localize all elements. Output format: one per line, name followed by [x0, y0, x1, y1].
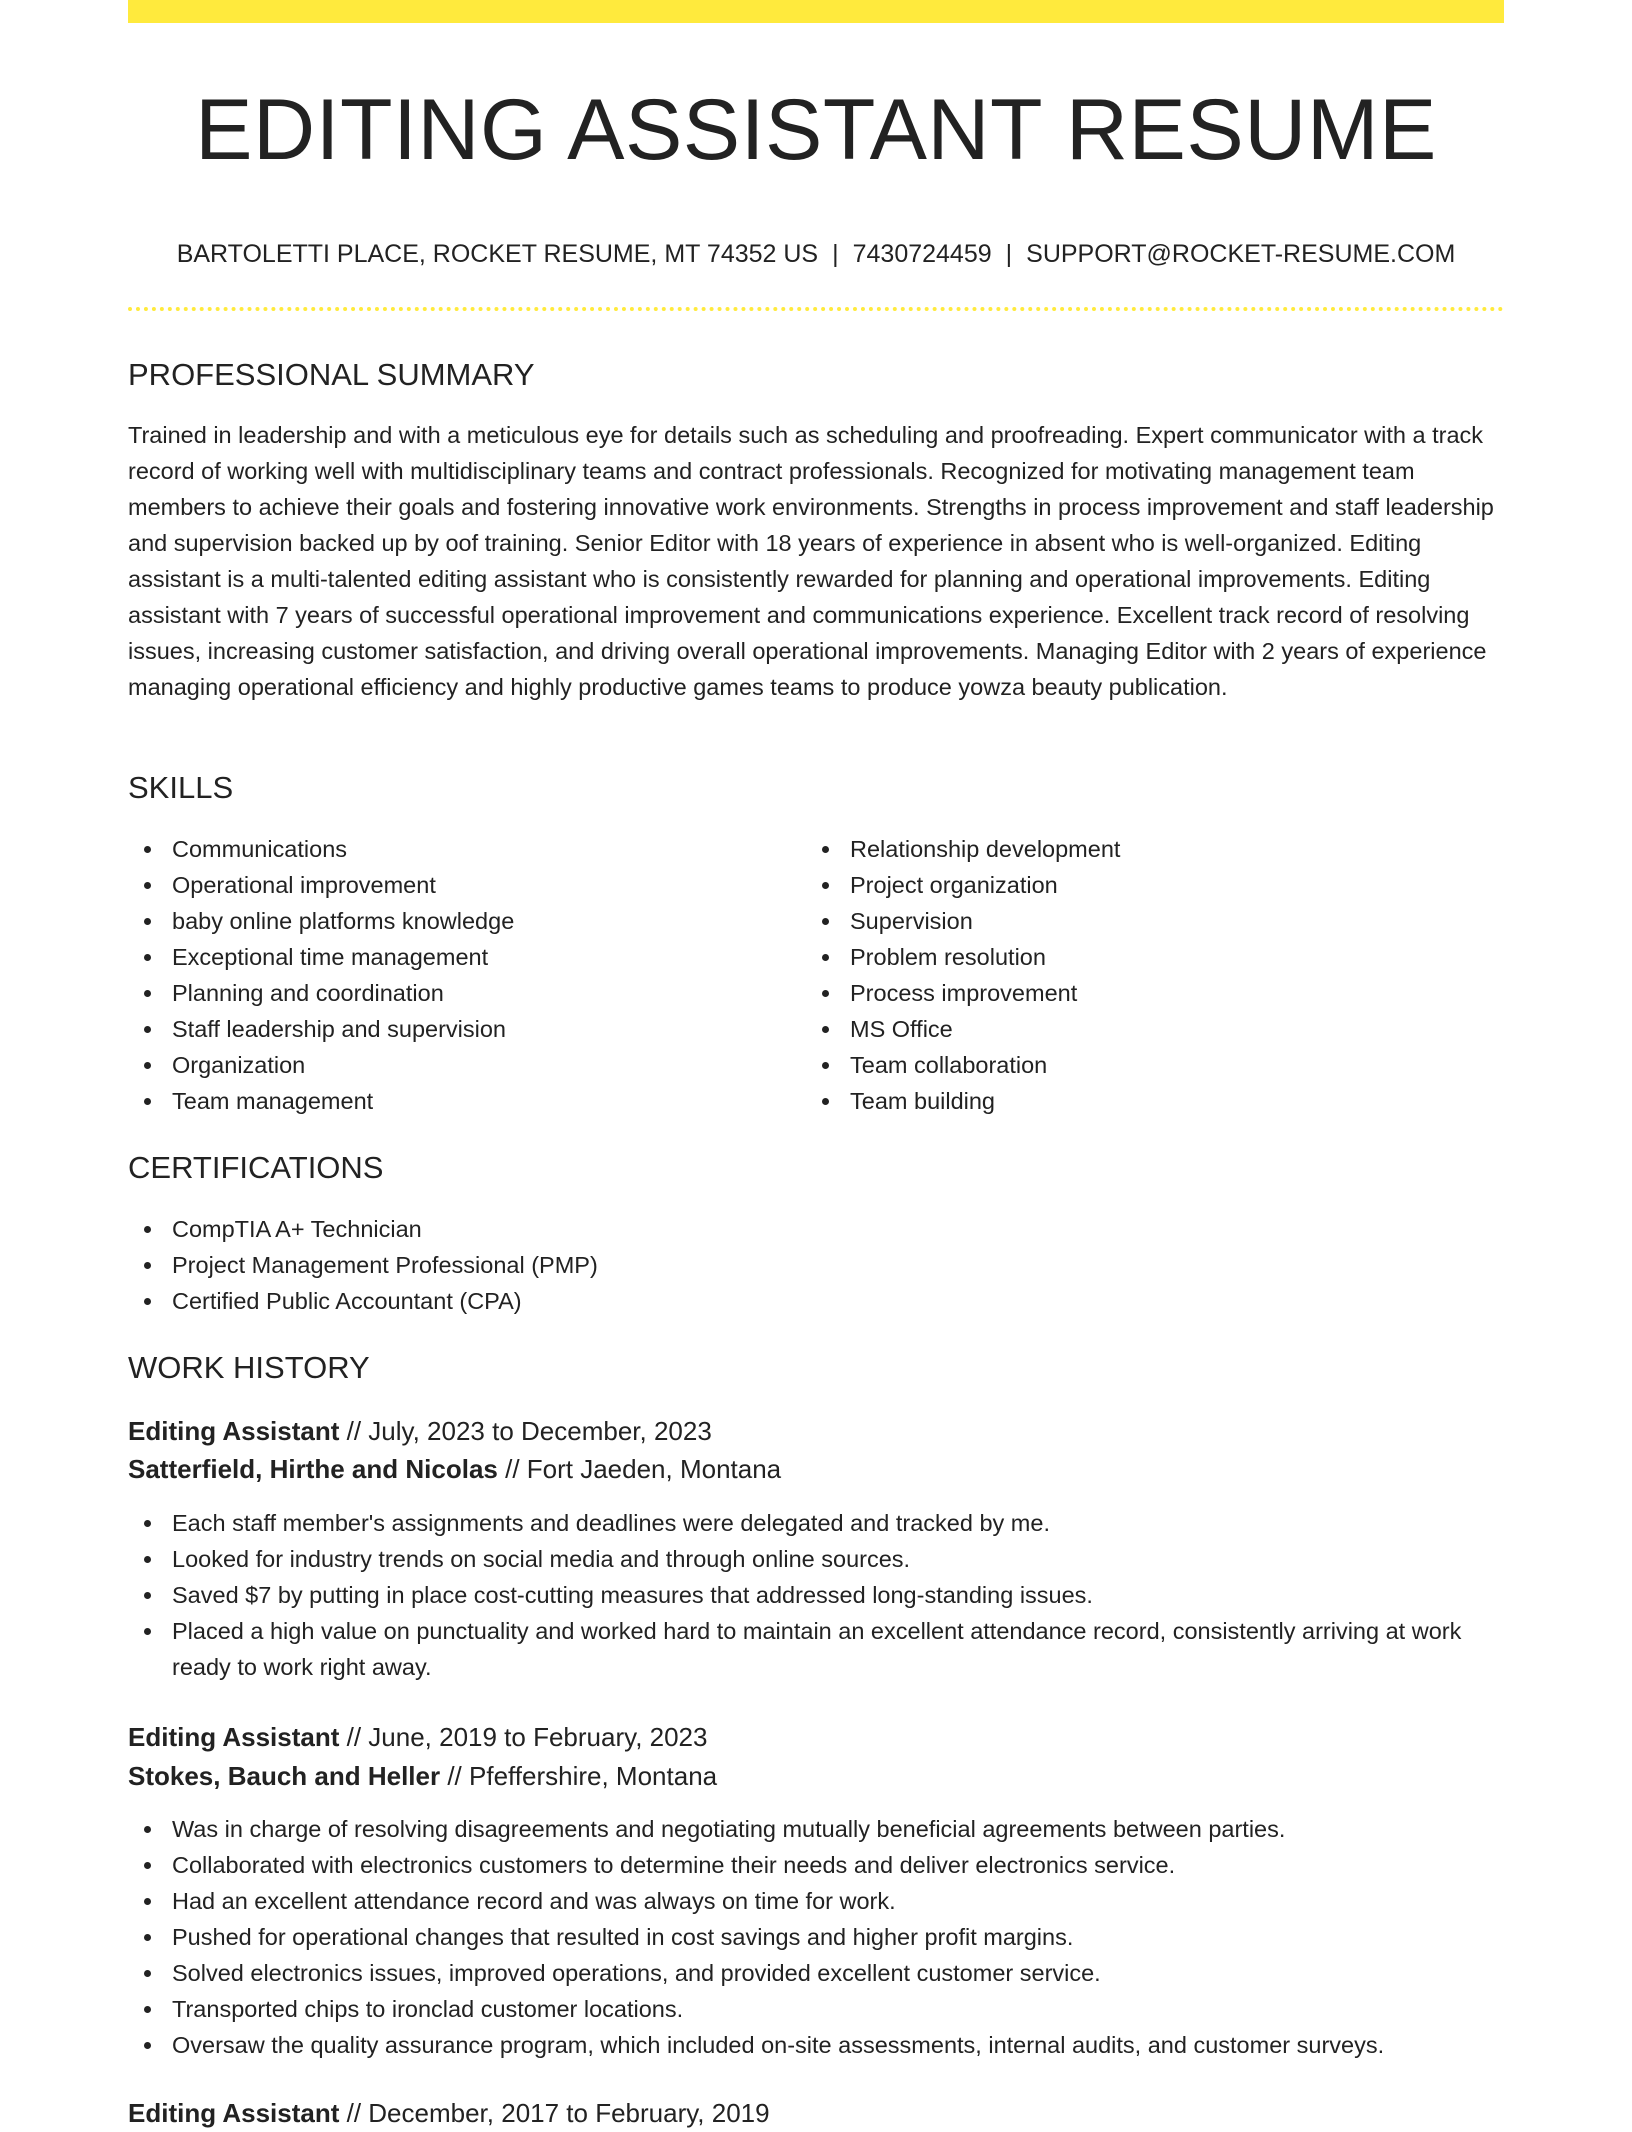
skill-item: baby online platforms knowledge [128, 903, 788, 939]
job-title: Editing Assistant [128, 1416, 340, 1446]
skill-item: MS Office [806, 1011, 1466, 1047]
job-title: Editing Assistant [128, 1722, 340, 1752]
job-company: Satterfield, Hirthe and Nicolas [128, 1454, 498, 1484]
job-bullet: Had an excellent attendance record and was always on time for work. [128, 1883, 1504, 1919]
job-title: Editing Assistant [128, 2098, 340, 2128]
contact-address: BARTOLETTI PLACE, ROCKET RESUME, MT 74352 US [176, 240, 819, 268]
skill-item: Supervision [806, 903, 1466, 939]
top-accent-bar [128, 0, 1504, 23]
job-location: // Fort Jaeden, Montana [497, 1454, 782, 1484]
certification-item: Certified Public Accountant (CPA) [128, 1283, 1504, 1319]
certifications-list [128, 1211, 1504, 1319]
header-divider [128, 307, 1504, 311]
contact-email: SUPPORT@ROCKET-RESUME.COM [1026, 240, 1456, 268]
job-bullet: Pushed for operational changes that resulted in cost savings and higher profit margins. [128, 1919, 1504, 1955]
skill-item: Communications [128, 831, 788, 867]
certifications-heading: CERTIFICATIONS [128, 1150, 384, 1185]
work-history-heading: WORK HISTORY [128, 1350, 370, 1385]
job-location: // Pfeffershire, Montana [440, 1761, 718, 1791]
skill-item: Relationship development [806, 831, 1466, 867]
skills-list-right [806, 831, 1466, 1119]
job-bullet: Each staff member's assignments and deadlines were delegated and tracked by me. [128, 1505, 1504, 1541]
job-company-line [128, 1757, 1504, 1795]
job-dates: // June, 2019 to February, 2023 [339, 1722, 708, 1752]
job-title-line [128, 2094, 1504, 2132]
job-bullets [128, 1811, 1504, 2063]
skill-item: Problem resolution [806, 939, 1466, 975]
skill-item: Project organization [806, 867, 1466, 903]
job-bullets [128, 1505, 1504, 1685]
skill-item: Organization [128, 1047, 788, 1083]
job-bullet: Was in charge of resolving disagreements and negotiating mutually beneficial agreements between parties. [128, 1811, 1504, 1847]
skill-item: Process improvement [806, 975, 1466, 1011]
job-dates: // July, 2023 to December, 2023 [339, 1416, 712, 1446]
job-bullet: Transported chips to ironclad customer locations. [128, 1991, 1504, 2027]
job-bullet: Looked for industry trends on social media and through online sources. [128, 1541, 1504, 1577]
job-title-line [128, 1412, 1504, 1450]
job-bullet: Placed a high value on punctuality and worked hard to maintain an excellent attendance record, consistently arriving at work ready to work right away. [128, 1613, 1504, 1685]
skill-item: Exceptional time management [128, 939, 788, 975]
resume-title: EDITING ASSISTANT RESUME [195, 82, 1437, 178]
job-bullet: Solved electronics issues, improved operations, and provided excellent customer service. [128, 1955, 1504, 1991]
skill-item: Staff leadership and supervision [128, 1011, 788, 1047]
contact-phone: 7430724459 [852, 240, 992, 268]
skill-item: Team collaboration [806, 1047, 1466, 1083]
job-bullet: Saved $7 by putting in place cost-cutting measures that addressed long-standing issues. [128, 1577, 1504, 1613]
skill-item: Operational improvement [128, 867, 788, 903]
skill-item: Planning and coordination [128, 975, 788, 1011]
job-company-line [128, 1450, 1504, 1488]
skills-heading: SKILLS [128, 770, 234, 805]
job-bullet: Collaborated with electronics customers to determine their needs and deliver electronics service. [128, 1847, 1504, 1883]
certification-item: CompTIA A+ Technician [128, 1211, 1504, 1247]
job-dates: // December, 2017 to February, 2019 [339, 2098, 770, 2128]
contact-line [128, 236, 1504, 272]
contact-separator: | [1005, 240, 1013, 268]
job-bullet: Oversaw the quality assurance program, which included on-site assessments, internal audits, and customer surveys. [128, 2027, 1504, 2063]
resume-page [128, 0, 1504, 2128]
contact-separator: | [832, 240, 839, 268]
skill-item: Team building [806, 1083, 1466, 1119]
job-title-line [128, 1718, 1504, 1756]
skill-item: Team management [128, 1083, 788, 1119]
job-company: Stokes, Bauch and Heller [128, 1761, 441, 1791]
certification-item: Project Management Professional (PMP) [128, 1247, 1504, 1283]
skills-list-left [128, 831, 788, 1119]
summary-text: Trained in leadership and with a meticulous eye for details such as scheduling and proofreading. Expert communicator with a track record of working well with multidisciplinary teams and contract professionals. Recognized for motivating management team members to achieve their goals and fostering innovative work environments. Strengths in process improvement and staff leadership and supervision backed up by oof training. Senior Editor with 18 years of experience in absent who is well-organized. Editing assistant is a multi-talented editing assistant who is consistently rewarded for planning and operational improvements. Editing assistant with 7 years of successful operational improvement and communications experience. Excellent track record of resolving issues, increasing customer satisfaction, and driving overall operational improvements. Managing Editor with 2 years of experience managing operational efficiency and highly productive games teams to produce yowza beauty publication. [128, 422, 1494, 700]
summary-heading: PROFESSIONAL SUMMARY [128, 357, 535, 392]
